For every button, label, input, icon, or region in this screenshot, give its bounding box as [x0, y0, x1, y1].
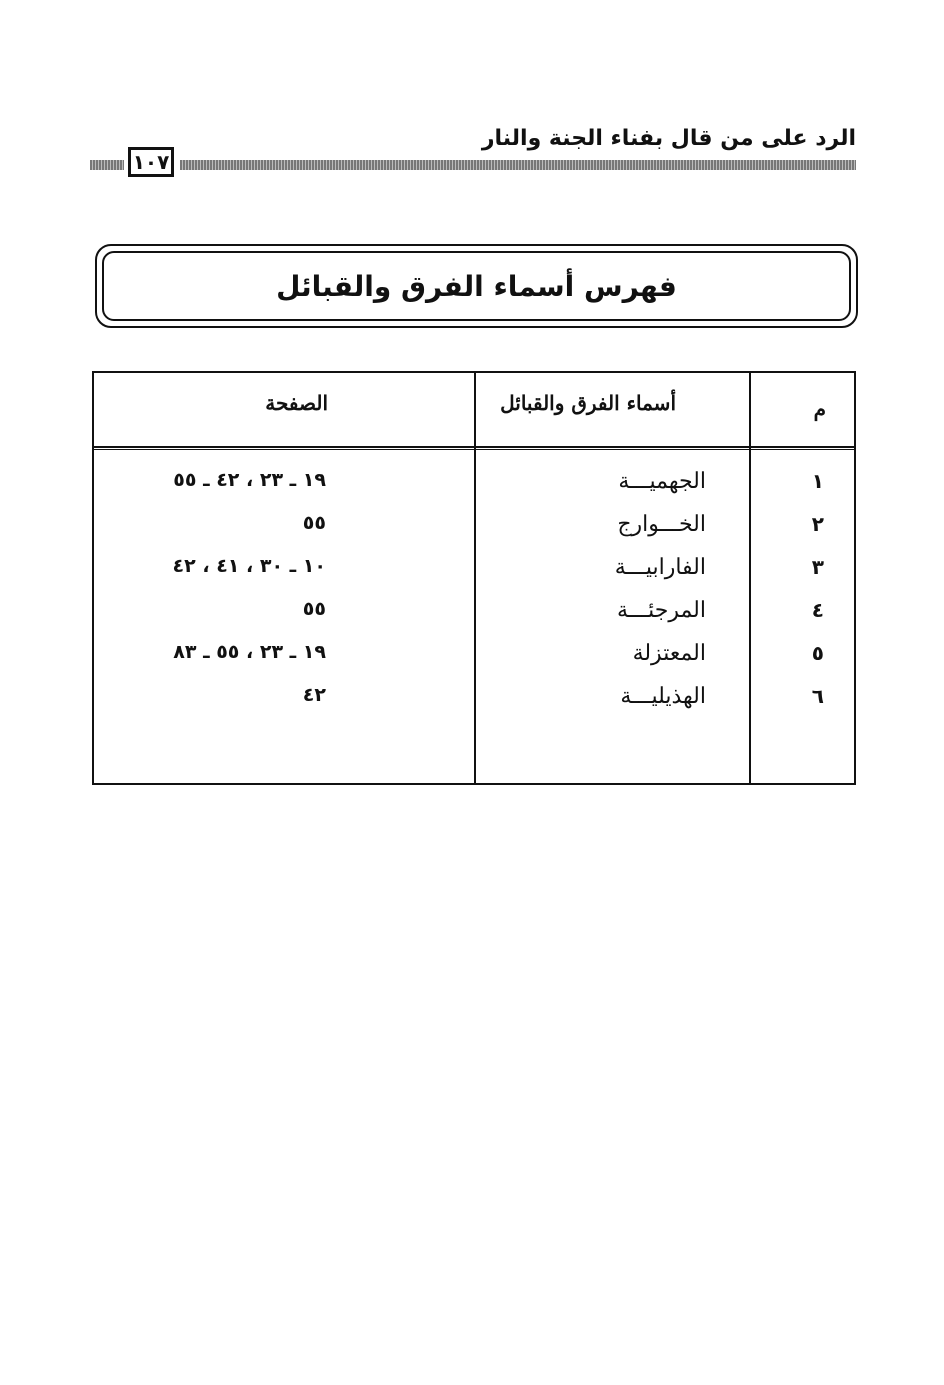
column-header-name: أسماء الفرق والقبائل [500, 391, 676, 415]
row-number: ٢ [811, 512, 824, 536]
table-row [94, 469, 854, 512]
table-row [94, 598, 854, 641]
column-header-number: م [813, 397, 826, 421]
row-number: ٣ [811, 555, 824, 579]
sect-name: المرجئـــة [616, 598, 706, 623]
header-rule-left [90, 160, 124, 170]
page-refs: ٥٥ [302, 512, 326, 534]
row-number: ٦ [811, 684, 824, 708]
running-head-title: الرد على من قال بفناء الجنة والنار [481, 126, 856, 151]
table-row [94, 641, 854, 684]
index-title: فهرس أسماء الفرق والقبائل [102, 251, 851, 321]
sect-name: الفارابيـــة [614, 555, 706, 580]
sect-name: الهذيليـــة [620, 684, 706, 709]
page-refs: ٤٢ [302, 684, 326, 706]
sect-name: المعتزلة [632, 641, 706, 666]
header-rule [180, 160, 856, 170]
sect-name: الجهميـــة [618, 469, 706, 494]
index-title-box [95, 244, 858, 328]
page-refs: ١٩ ـ ٢٣ ، ٥٥ ـ ٨٣ [173, 641, 326, 663]
page-number: ١٠٧ [128, 147, 174, 177]
index-table [92, 371, 856, 785]
row-number: ١ [811, 469, 824, 493]
table-row [94, 512, 854, 555]
header-divider [94, 446, 854, 450]
row-number: ٤ [811, 598, 824, 622]
table-row [94, 555, 854, 598]
column-header-page: الصفحة [265, 391, 328, 415]
page-refs: ١٠ ـ ٣٠ ، ٤١ ، ٤٢ [172, 555, 326, 577]
table-row [94, 684, 854, 727]
row-number: ٥ [811, 641, 824, 665]
page-refs: ١٩ ـ ٢٣ ، ٤٢ ـ ٥٥ [173, 469, 326, 491]
sect-name: الخـــوارج [617, 512, 706, 537]
page-refs: ٥٥ [302, 598, 326, 620]
